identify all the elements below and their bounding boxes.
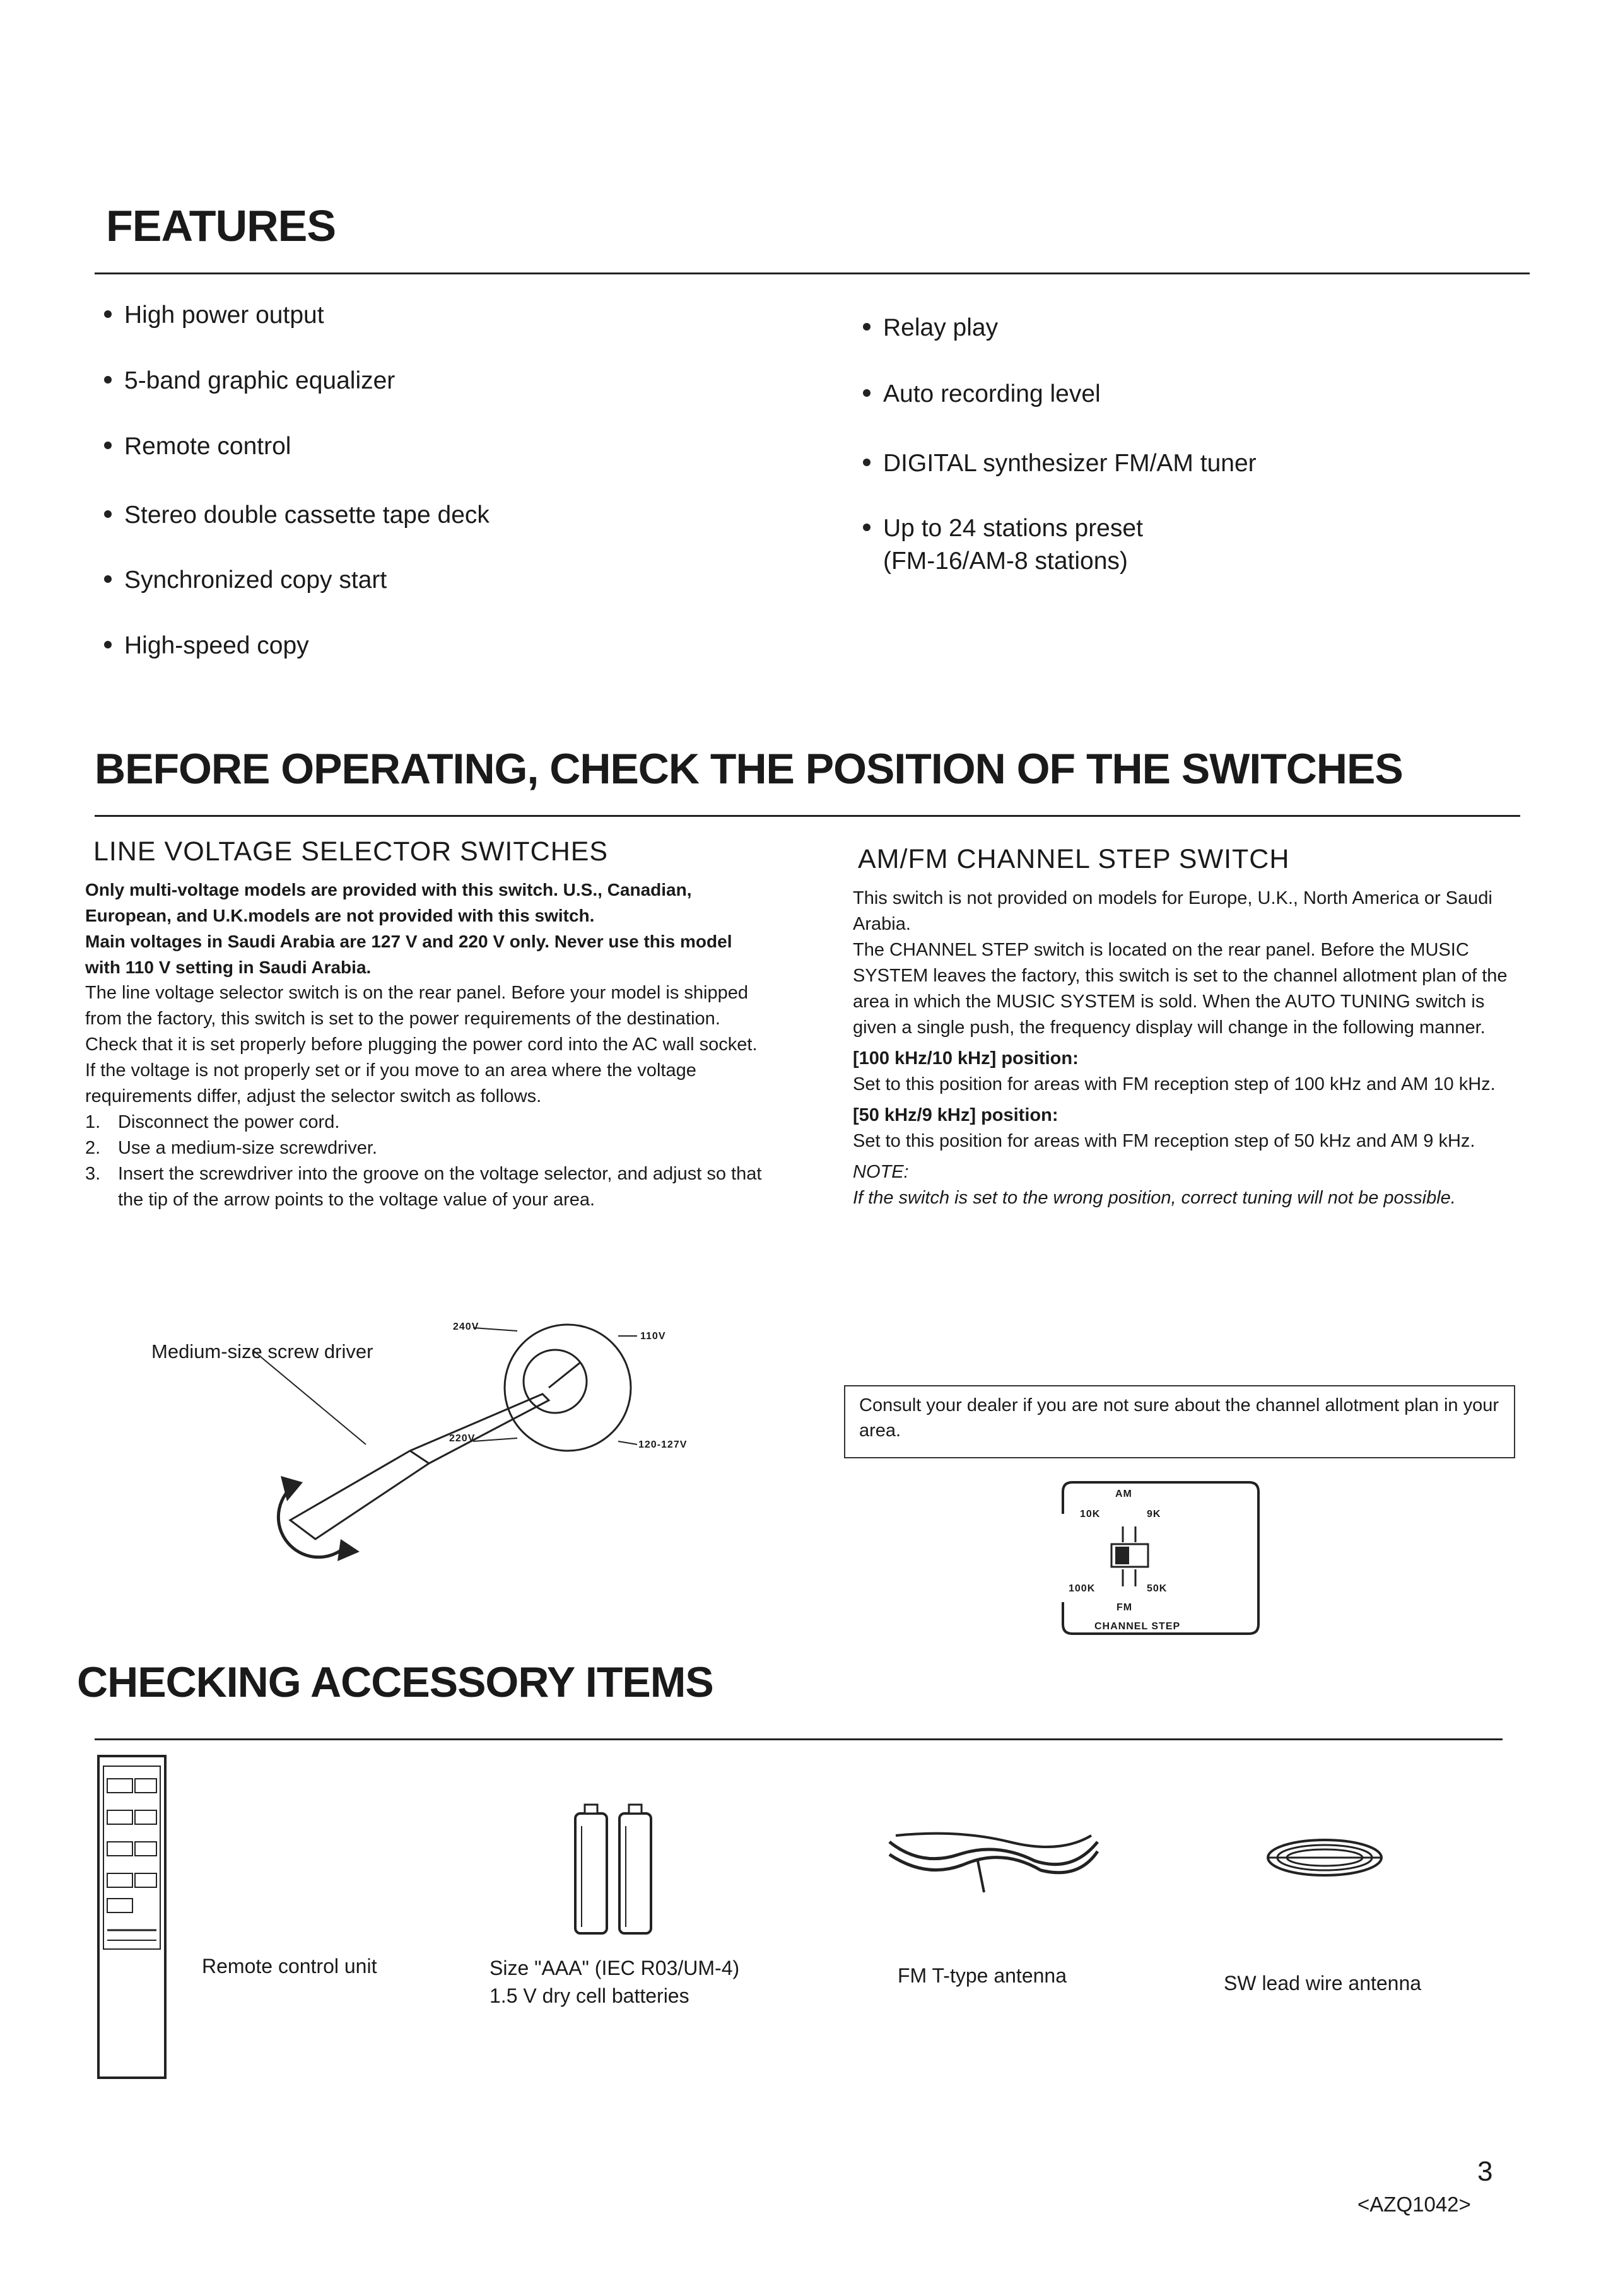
remote-control-image — [95, 1754, 170, 2082]
remote-control-caption: Remote control unit — [202, 1955, 377, 1977]
feature-item-sub: (FM-16/AM-8 stations) — [883, 548, 1128, 575]
feature-item: DIGITAL synthesizer FM/AM tuner — [863, 450, 1257, 477]
voltage-p1: Only multi-voltage models are provided with this switch. U.S., Canadian, European, and U.K.models are not provided with this switch. — [85, 880, 692, 925]
channel-step-diagram — [1060, 1476, 1268, 1640]
channel-note-text: If the switch is set to the wrong position, correct tuning will not be possible. — [853, 1188, 1456, 1208]
channel-note-label: NOTE: — [853, 1162, 909, 1182]
feature-item: Auto recording level — [863, 380, 1101, 408]
voltage-step: 2. Use a medium-size screwdriver. — [85, 1138, 377, 1158]
batteries-image — [568, 1801, 662, 1940]
channel-pos2-text: Set to this position for areas with FM reception step of 50 kHz and AM 9 kHz. — [853, 1131, 1475, 1151]
voltage-label-220: 220V — [449, 1433, 476, 1444]
channel-label-am: AM — [1115, 1489, 1132, 1499]
fm-antenna-image — [883, 1817, 1104, 1899]
accessories-rule — [95, 1738, 1503, 1740]
fm-antenna-caption: FM T-type antenna — [898, 1964, 1067, 1987]
features-rule — [95, 272, 1530, 274]
channel-pos2-label: [50 kHz/9 kHz] position: — [853, 1105, 1058, 1125]
voltage-text — [85, 877, 766, 1213]
batteries-caption-1: Size "AAA" (IEC R03/UM-4) — [490, 1957, 740, 1979]
feature-item: 5-band graphic equalizer — [104, 367, 395, 395]
voltage-p2: Main voltages in Saudi Arabia are 127 V and 220 V only. Never use this model with 110 V setting in Saudi Arabia. — [85, 932, 732, 977]
feature-item: High-speed copy — [104, 632, 309, 660]
accessories-title: CHECKING ACCESSORY ITEMS — [77, 1658, 713, 1706]
channel-pos1-label: [100 kHz/10 kHz] position: — [853, 1048, 1079, 1069]
channel-heading: AM/FM CHANNEL STEP SWITCH — [858, 844, 1290, 874]
feature-item: Relay play — [863, 314, 998, 342]
channel-p2: The CHANNEL STEP switch is located on the rear panel. Before the MUSIC SYSTEM leaves the factory, this switch is set to the channel allotment plan of the area in which the MUSIC SYSTEM is sold. When the AUTO TUNING switch is given a single push, the frequency display will change in the following manner. — [853, 940, 1508, 1038]
voltage-step: 1. Disconnect the power cord. — [85, 1112, 340, 1132]
voltage-heading: LINE VOLTAGE SELECTOR SWITCHES — [93, 836, 609, 867]
sw-antenna-caption: SW lead wire antenna — [1224, 1972, 1422, 1994]
features-title: FEATURES — [106, 201, 336, 250]
channel-label-step: CHANNEL STEP — [1094, 1621, 1181, 1632]
channel-label-fm: FM — [1117, 1602, 1133, 1613]
voltage-p3: The line voltage selector switch is on the rear panel. Before your model is shipped from the factory, this switch is set to the power requirements of the destination. Check that it is set properly before plugging the power cord into the AC wall socket. If the voltage is not properly set or if you move to an area where the voltage requirements differ, adjust the selector switch as follows. — [85, 983, 758, 1106]
feature-item: Stereo double cassette tape deck — [104, 501, 490, 529]
feature-item: High power output — [104, 302, 324, 329]
channel-text — [853, 886, 1521, 1211]
page-number: 3 — [1477, 2156, 1493, 2187]
channel-label-100k: 100K — [1069, 1583, 1096, 1594]
channel-pos1-text: Set to this position for areas with FM reception step of 100 kHz and AM 10 kHz. — [853, 1074, 1496, 1094]
batteries-caption-2: 1.5 V dry cell batteries — [490, 1984, 689, 2007]
channel-label-9k: 9K — [1147, 1509, 1161, 1520]
channel-p1: This switch is not provided on models for Europe, U.K., North America or Saudi Arabia. — [853, 888, 1492, 934]
voltage-label-240: 240V — [453, 1321, 479, 1332]
before-operating-title: BEFORE OPERATING, CHECK THE POSITION OF THE SWITCHES — [95, 745, 1403, 793]
channel-label-10k: 10K — [1080, 1509, 1101, 1520]
voltage-step: 3. Insert the screwdriver into the groove on the voltage selector, and adjust so that the tip of the arrow points to the voltage value of your area. — [85, 1164, 762, 1210]
sw-antenna-image — [1255, 1829, 1394, 1886]
feature-item: Synchronized copy start — [104, 566, 387, 594]
document-code: <AZQ1042> — [1357, 2193, 1471, 2216]
channel-label-50k: 50K — [1147, 1583, 1168, 1594]
before-rule — [95, 815, 1520, 817]
dealer-notice-box: Consult your dealer if you are not sure about the channel allotment plan in your area. — [844, 1385, 1515, 1458]
voltage-label-110: 110V — [640, 1331, 666, 1342]
feature-item: Up to 24 stations preset — [863, 515, 1143, 542]
feature-item: Remote control — [104, 433, 291, 460]
voltage-diagram-caption: Medium-size screw driver — [151, 1340, 373, 1362]
voltage-label-120: 120-127V — [638, 1439, 688, 1450]
